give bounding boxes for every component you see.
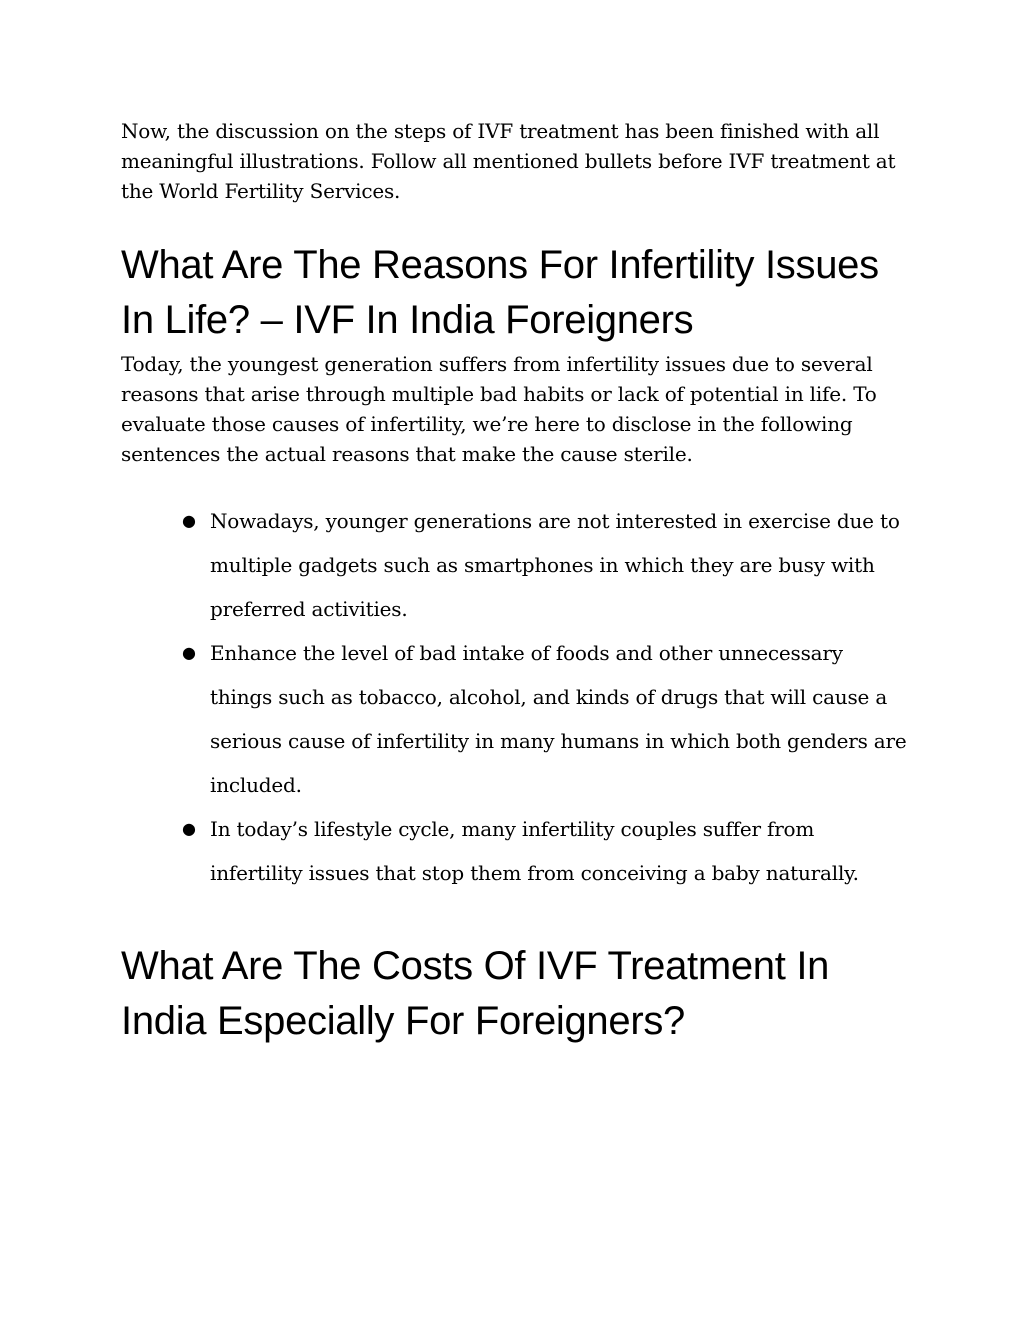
reasons-bullet-list: [121, 499, 911, 895]
bullet-icon: ●: [182, 643, 196, 662]
document-page: [121, 116, 911, 1049]
section-heading-costs: What Are The Costs Of IVF Treatment In India Especially For Foreigners?: [121, 944, 830, 1043]
list-item-text: In today’s lifestyle cycle, many infertility couples suffer from infertility issues that stop them from conceiving a baby naturally.: [210, 817, 859, 885]
intro-paragraph: Now, the discussion on the steps of IVF treatment has been finished with all meaningful illustrations. Follow all mentioned bullets before IVF treatment at the World Fertility Services.: [121, 119, 896, 203]
list-item-text: Nowadays, younger generations are not interested in exercise due to multiple gadgets such as smartphones in which they are busy with preferred activities.: [210, 509, 900, 621]
section-heading-reasons: What Are The Reasons For Infertility Issues In Life? – IVF In India Foreigners: [121, 243, 879, 342]
list-item: [182, 499, 911, 631]
bullet-icon: ●: [182, 511, 196, 530]
bullet-icon: ●: [182, 819, 196, 838]
list-item-text: Enhance the level of bad intake of foods and other unnecessary things such as tobacco, alcohol, and kinds of drugs that will cause a serious cause of infertility in many humans in which both genders are included.: [210, 641, 907, 797]
list-item: [182, 807, 911, 895]
reasons-paragraph: Today, the youngest generation suffers from infertility issues due to several reasons that arise through multiple bad habits or lack of potential in life. To evaluate those causes of infertility, we’re here to disclose in the following sentences the actual reasons that make the cause sterile.: [121, 352, 877, 466]
list-item: [182, 631, 911, 807]
